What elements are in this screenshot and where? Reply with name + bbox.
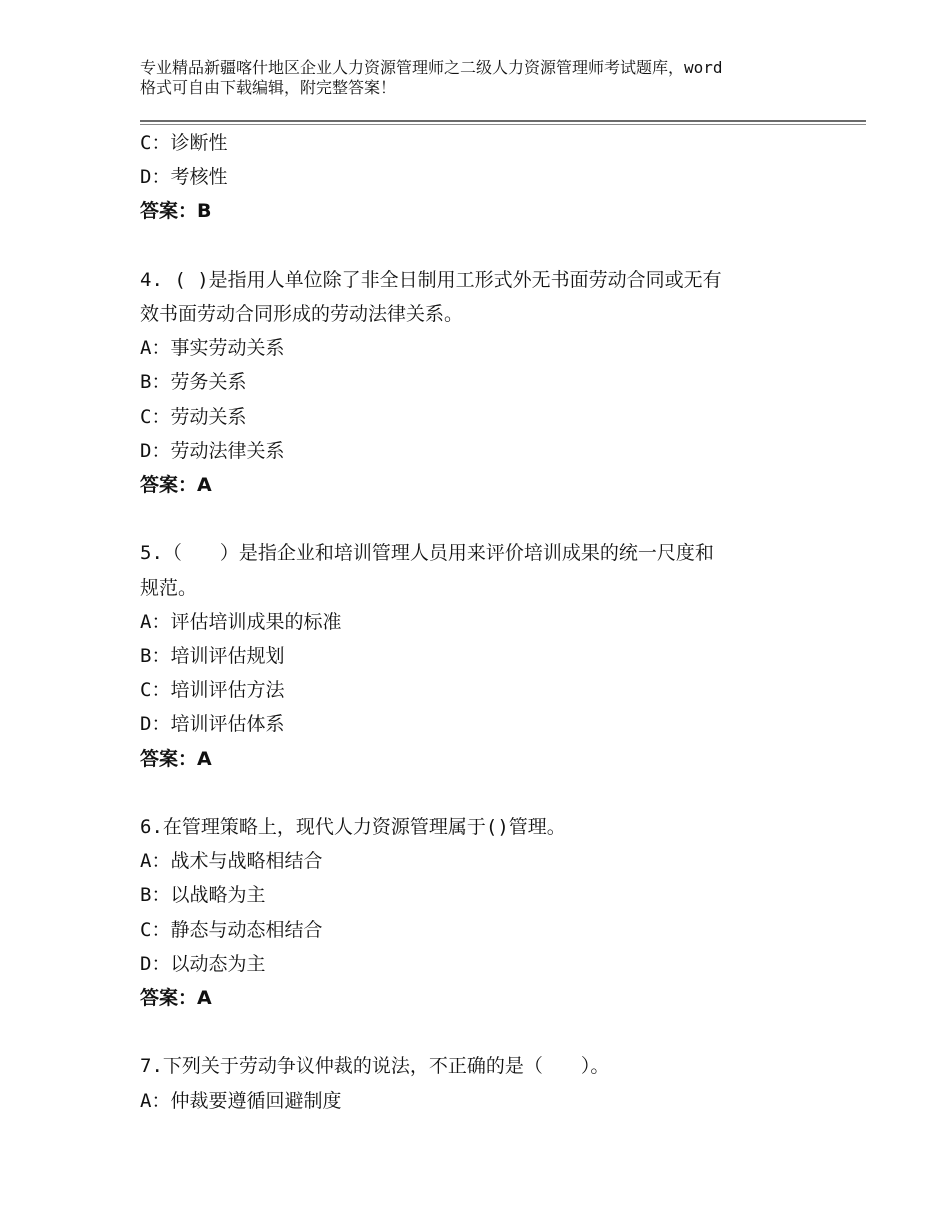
question-block-5 [140, 536, 840, 775]
answer-label: 答案：A [140, 747, 212, 770]
option-a: A：评估培训成果的标准 [140, 610, 342, 633]
document-header [140, 58, 830, 98]
question-block-7 [140, 1049, 840, 1117]
question-stem: 4. ( )是指用人单位除了非全日制用工形式外无书面劳动合同或无有 [140, 268, 722, 291]
question-list [140, 126, 840, 1118]
question-block-4 [140, 263, 840, 502]
spacer [140, 1015, 840, 1049]
header-divider-thin [140, 124, 866, 125]
answer-label: 答案：B [140, 200, 212, 223]
option-b: B：劳务关系 [140, 371, 247, 394]
option-c: C：培训评估方法 [140, 679, 285, 702]
spacer [140, 776, 840, 810]
option-c: C：劳动关系 [140, 405, 247, 428]
option-c: C：诊断性 [140, 132, 228, 154]
option-d: D：培训评估体系 [140, 713, 285, 736]
question-stem: 5.（ ）是指企业和培训管理人员用来评价培训成果的统一尺度和 [140, 542, 714, 565]
option-c: C：静态与动态相结合 [140, 918, 323, 941]
spacer [140, 502, 840, 536]
header-line-1: 专业精品新疆喀什地区企业人力资源管理师之二级人力资源管理师考试题库，word [140, 58, 723, 77]
header-line-2: 格式可自由下载编辑，附完整答案！ [140, 78, 397, 97]
option-b: B：以战略为主 [140, 884, 266, 907]
spacer [140, 229, 840, 263]
question-stem-continued: 效书面劳动合同形成的劳动法律关系。 [140, 303, 464, 325]
answer-label: 答案：A [140, 987, 212, 1010]
question-stem: 7.下列关于劳动争议仲裁的说法，不正确的是（ ）。 [140, 1055, 610, 1078]
question-stem: 6.在管理策略上，现代人力资源管理属于()管理。 [140, 816, 566, 839]
answer-label: 答案：A [140, 474, 212, 497]
option-b: B：培训评估规划 [140, 645, 285, 668]
option-d: D：考核性 [140, 166, 228, 189]
option-a: A：仲裁要遵循回避制度 [140, 1089, 342, 1112]
option-d: D：劳动法律关系 [140, 439, 285, 462]
option-a: A：战术与战略相结合 [140, 850, 323, 873]
option-a: A：事实劳动关系 [140, 337, 285, 360]
header-divider-thick [140, 120, 866, 122]
question-block-6 [140, 810, 840, 1015]
option-d: D：以动态为主 [140, 952, 266, 975]
question-block-3 [140, 126, 840, 229]
question-stem-continued: 规范。 [140, 576, 198, 599]
